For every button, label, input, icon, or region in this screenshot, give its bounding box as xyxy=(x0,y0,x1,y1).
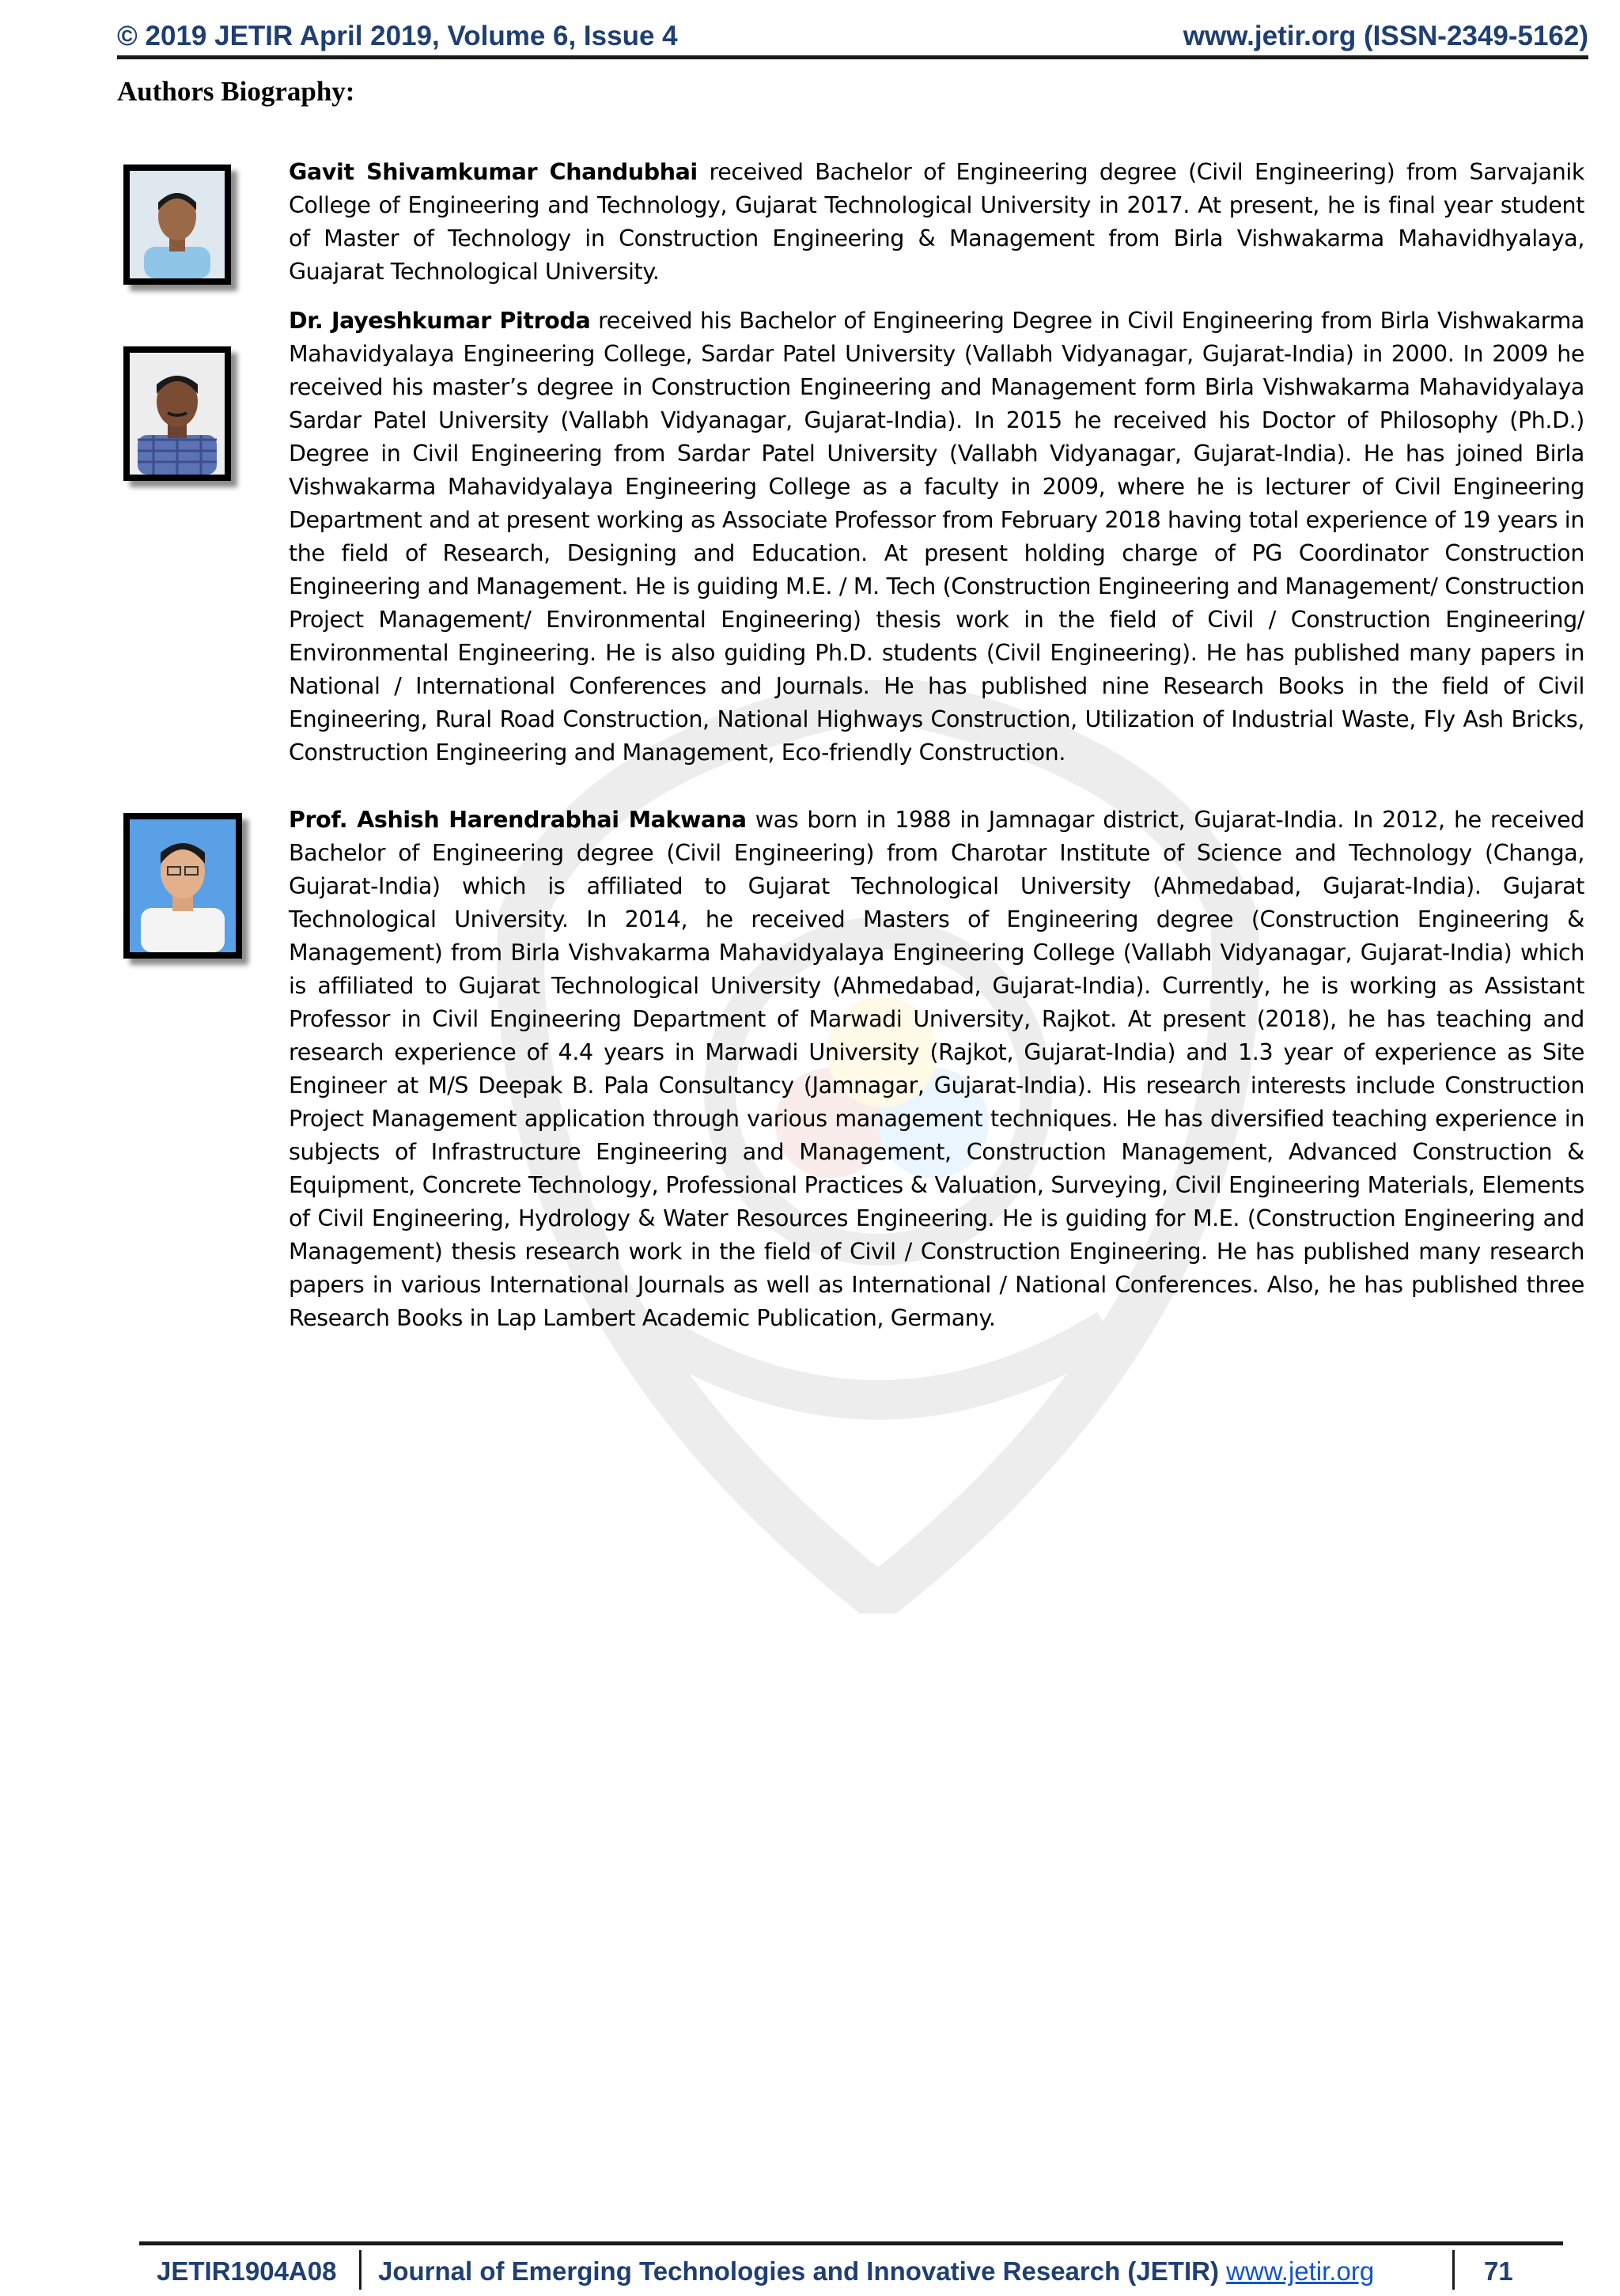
author-name: Prof. Ashish Harendrabhai Makwana xyxy=(289,807,747,833)
footer-divider xyxy=(1452,2250,1455,2290)
page-number: 71 xyxy=(1484,2256,1513,2286)
journal-name xyxy=(378,2256,1374,2287)
portrait-icon xyxy=(130,819,236,952)
author-photo-2 xyxy=(123,346,231,481)
section-title: Authors Biography: xyxy=(117,76,355,107)
journal-website-link[interactable]: www.jetir.org xyxy=(1226,2256,1375,2286)
author-bio-text: received his Bachelor of Engineering Degree in Civil Engineering from Birla Vishwakarma Mahavidyalaya Engineering College, Sardar Patel University (Vallabh Vidyanagar, Gujarat-India) in 2000. In 2009 he received his master’s degree in Construction Engineering and Management form Birla Vishwakarma Mahavidyalaya Sardar Patel University (Vallabh Vidyanagar, Gujarat-India). In 2015 he received his Doctor of Philosophy (Ph.D.) Degree in Civil Engineering from Sardar Patel University (Vallabh Vidyanagar, Gujarat-India). He has joined Birla Vishwakarma Mahavidyalaya Engineering College as a faculty in 2009, where he is lecturer of Civil Engineering Department and at present working as Associate Professor from February 2018 having total experience of 19 years in the field of Research, Designing and Education. At present holding charge of PG Coordinator Construction Engineering and Management. He is guiding M.E. / M. Tech (Construction Engineering and Management/ Construction Project Management/ Environmental Engineering) thesis work in the field of Civil / Construction Engineering/ Environmental Engineering. He is also guiding Ph.D. students (Civil Engineering). He has published many papers in National / International Conferences and Journals. He has published nine Research Books in the field of Civil Engineering, Rural Road Construction, National Highways Construction, Utilization of Industrial Waste, Fly Ash Bricks, Construction Engineering and Management, Eco-friendly Construction. xyxy=(289,308,1584,766)
author-bio-1 xyxy=(289,156,1584,289)
author-name: Gavit Shivamkumar Chandubhai xyxy=(289,159,698,185)
author-photo-3 xyxy=(123,813,242,959)
author-photo-1 xyxy=(123,165,231,285)
journal-title: Journal of Emerging Technologies and Innovative Research (JETIR) xyxy=(378,2256,1227,2286)
author-bio-text: received Bachelor of Engineering degree (Civil Engineering) from Sarvajanik College of Engineering and Technology, Gujarat Technological University in 2017. At present, he is final year student of Master of Technology in Construction Engineering & Management from Birla Vishwakarma Mahavidhyalaya, Guajarat Technological University. xyxy=(289,159,1584,285)
journal-website-issn: www.jetir.org (ISSN-2349-5162) xyxy=(1183,21,1588,51)
page-footer xyxy=(139,2241,1563,2296)
author-bio-2 xyxy=(289,304,1584,770)
portrait-icon xyxy=(130,171,225,278)
portrait-icon xyxy=(130,353,225,475)
author-name: Dr. Jayeshkumar Pitroda xyxy=(289,308,591,334)
article-id: JETIR1904A08 xyxy=(157,2256,337,2286)
author-bio-3 xyxy=(289,804,1584,1335)
footer-divider xyxy=(359,2250,361,2290)
author-bio-text: was born in 1988 in Jamnagar district, Gujarat-India. In 2012, he received Bachelor of Engineering degree (Civil Engineering) from Charotar Institute of Science and Technology (Changa, Gujarat-India) which is affiliated to Gujarat Technological University (Ahmedabad, Gujarat-India). Gujarat Technological University. In 2014, he received Masters of Engineering degree (Construction Engineering & Management) from Birla Vishvakarma Mahavidyalaya Engineering College (Vallabh Vidyanagar, Gujarat-India) which is affiliated to Gujarat Technological University (Ahmedabad, Gujarat-India). Currently, he is working as Assistant Professor in Civil Engineering Department of Marwadi University, Rajkot. At present (2018), he has teaching and research experience of 4.4 years in Marwadi University (Rajkot, Gujarat-India) and 1.3 year of experience as Site Engineer at M/S Deepak B. Pala Consultancy (Jamnagar, Gujarat-India). His research interests include Construction Project Management application through various management techniques. He has diversified teaching experience in subjects of Infrastructure Engineering and Management, Construction Management, Advanced Construction & Equipment, Concrete Technology, Professional Practices & Valuation, Surveying, Civil Engineering Materials, Elements of Civil Engineering, Hydrology & Water Resources Engineering. He is guiding for M.E. (Construction Engineering and Management) thesis research work in the field of Civil / Construction Engineering. He has published many research papers in various International Journals as well as International / National Conferences. Also, he has published three Research Books in Lap Lambert Academic Publication, Germany. xyxy=(289,807,1584,1331)
page-header xyxy=(117,19,1588,59)
journal-issue-info: © 2019 JETIR April 2019, Volume 6, Issue 4 xyxy=(117,21,678,51)
